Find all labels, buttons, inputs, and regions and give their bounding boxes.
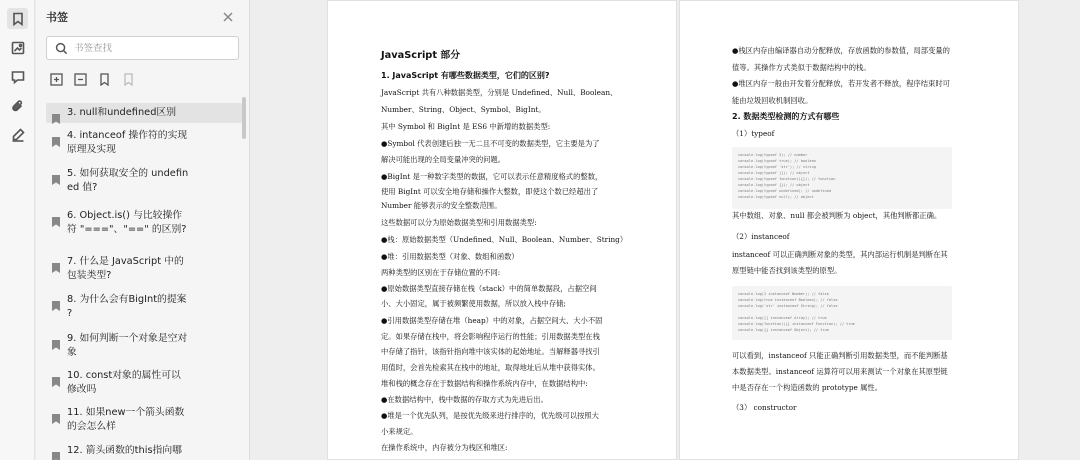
bookmark-icon — [52, 447, 60, 457]
bookmark-label: 10. const对象的属性可以 — [67, 370, 181, 381]
code-line: console.log(typeof {}); // object — [738, 183, 810, 187]
paragraph-line: 可以看到，instanceof 只能正确判断引用数据类型，而不能判断基 — [732, 351, 948, 360]
bookmark-label: 象 — [67, 347, 77, 358]
paragraph-line: ●堆是一个优先队列，是按优先级来进行排序的，优先级可以按照大 — [381, 411, 599, 420]
code-line: console.log([] instanceof Array); // true — [738, 316, 827, 320]
add-bookmark-icon[interactable] — [98, 71, 112, 85]
bookmark-label: 6. Object.is() 与比较操作 — [67, 210, 183, 221]
bookmark-icon — [52, 258, 60, 268]
paragraph-line: ●原始数据类型直接存储在栈（stack）中的简单数据段，占据空间 — [381, 284, 597, 293]
paragraph-line: 本数据类型。instanceof 运算符可以用来测试一个对象在其原型链 — [732, 367, 948, 376]
thumbnail-icon[interactable] — [7, 37, 28, 58]
bookmark-toolbar — [50, 71, 136, 85]
paragraph-line: Number、String、Object、Symbol、BigInt。 — [381, 105, 546, 114]
comment-icon[interactable] — [7, 66, 28, 87]
paragraph-line: JavaScript 共有八种数据类型，分别是 Undefined、Null、Boolean、 — [381, 88, 618, 97]
paragraph-line: ●引用数据类型存储在堆（heap）中的对象，占据空间大、大小不固 — [381, 316, 603, 325]
paragraph-line: ●堆区内存一般由开发着分配释放，若开发者不释放，程序结束时可 — [732, 79, 950, 88]
search-input[interactable] — [74, 43, 234, 54]
bookmark-label: 5. 如何获取安全的 undefin — [67, 168, 189, 179]
code-line: console.log(true instanceof Boolean); // false — [738, 298, 838, 302]
paragraph-line: 解决可能出现的全局变量冲突的问题。 — [381, 155, 506, 164]
paragraph-line: 用值时，会首先检索其在栈中的地址，取得地址后从堆中获得实体。 — [381, 363, 600, 372]
close-icon[interactable] — [222, 8, 236, 22]
paragraph-line: ●栈区内存由编译器自动分配释放，存放函数的参数值，局部变量的 — [732, 46, 950, 55]
bookmark-icon — [52, 296, 60, 306]
bookmark-panel-icon[interactable] — [7, 8, 28, 29]
code-line: console.log(typeof 2); // number — [738, 153, 808, 157]
paragraph-line: 其中数组、对象、null 都会被判断为 object，其他判断都正确。 — [732, 211, 942, 220]
bookmark-icon — [52, 372, 60, 382]
code-block — [732, 147, 952, 209]
paragraph-line: 中存储了指针，该指针指向堆中该实体的起始地址。当解释器寻找引 — [381, 347, 600, 356]
paragraph-line: 堆和栈的概念存在于数据结构和操作系统内存中，在数据结构中: — [381, 379, 588, 388]
document-page-left — [327, 0, 677, 460]
paragraph-line: ●在数据结构中，栈中数据的存取方式为先进后出。 — [381, 395, 548, 404]
bookmark-label: 4. intanceof 操作符的实现 — [67, 130, 188, 141]
bookmark-icon — [52, 170, 60, 180]
paragraph-line: （1）typeof — [732, 129, 775, 138]
bookmark-label: ? — [67, 308, 73, 319]
panel-scrollbar[interactable] — [242, 97, 246, 139]
bookmark-label: 9. 如何判断一个对象是空对 — [67, 333, 188, 344]
bookmark-label: ed 值? — [67, 182, 98, 193]
document-viewport — [251, 0, 1080, 460]
expand-all-icon[interactable] — [50, 71, 64, 85]
bookmark-label: 12. 箭头函数的this指向哪 — [67, 445, 182, 456]
paragraph-line: （2）instanceof — [732, 232, 790, 241]
bookmark-label: 包装类型? — [67, 270, 112, 281]
collapse-all-icon[interactable] — [74, 71, 88, 85]
paragraph-line: （3） constructor — [732, 403, 797, 412]
heading: 2. 数据类型检测的方式有哪些 — [732, 112, 840, 121]
code-line: console.log(function(){} instanceof Function); // true — [738, 322, 855, 326]
remove-bookmark-icon[interactable] — [122, 71, 136, 85]
paragraph-line: 小来规定。 — [381, 427, 418, 436]
bookmark-label: 7. 什么是 JavaScript 中的 — [67, 256, 184, 267]
heading: JavaScript 部分 — [381, 50, 461, 61]
code-line: console.log({} instanceof Object); // true — [738, 328, 829, 332]
paragraph-line: 小、大小固定，属于被频繁使用数据，所以放入栈中存储; — [381, 299, 566, 308]
heading: 1. JavaScript 有哪些数据类型，它们的区别? — [381, 71, 550, 80]
code-line: console.log(typeof true); // boolean — [738, 159, 816, 163]
paragraph-line: 能由垃圾回收机制回收。 — [732, 96, 813, 105]
paragraph-line: 定。如果存储在栈中，将会影响程序运行的性能；引用数据类型在栈 — [381, 332, 600, 341]
bookmark-label: 修改吗 — [67, 384, 97, 395]
code-line: console.log(2 instanceof Number); // false — [738, 292, 829, 296]
code-line: console.log(typeof null); // object — [738, 195, 814, 199]
bookmark-icon — [52, 335, 60, 345]
code-line: console.log(typeof []); // object — [738, 171, 810, 175]
paragraph-line: 中是否存在一个构造函数的 prototype 属性。 — [732, 383, 883, 392]
code-line: console.log('str' instanceof String); // false — [738, 304, 838, 308]
paragraph-line: 值等。其操作方式类似于数据结构中的栈。 — [732, 63, 871, 72]
bookmark-icon — [52, 212, 60, 222]
code-line: console.log(typeof function(){}); // function — [738, 177, 836, 181]
bookmark-label: 的会怎么样 — [67, 421, 116, 432]
code-block — [732, 286, 952, 340]
bookmark-icon — [52, 132, 60, 142]
tool-rail — [0, 0, 35, 460]
bookmark-icon — [52, 409, 60, 419]
paragraph-line: 两种类型的区别在于存储位置的不同: — [381, 268, 501, 277]
paragraph-line: 原型链中能否找到该类型的原型。 — [732, 266, 842, 275]
paragraph-line: 其中 Symbol 和 BigInt 是 ES6 中新增的数据类型: — [381, 122, 551, 131]
bookmark-label: 符 "==="、"==" 的区别? — [67, 224, 187, 235]
bookmark-label: 原理及实现 — [67, 144, 116, 155]
bookmark-label: 3. null和undefined区别 — [67, 107, 177, 118]
paragraph-line: Number 能够表示的安全整数范围。 — [381, 201, 502, 210]
paragraph-line: ●堆：引用数据类型（对象、数组和函数） — [381, 252, 519, 261]
search-icon — [55, 42, 68, 55]
bookmark-label: 8. 为什么会有BigInt的提案 — [67, 294, 187, 305]
paragraph-line: ●栈：原始数据类型（Undefined、Null、Boolean、Number、String） — [381, 235, 628, 244]
bookmark-label: 11. 如果new一个箭头函数 — [67, 407, 185, 418]
code-line: console.log(typeof undefined); // undefined — [738, 189, 832, 193]
bookmark-icon — [52, 109, 60, 119]
signature-icon[interactable] — [7, 124, 28, 145]
bookmark-panel — [36, 0, 250, 460]
paragraph-line: 使用 BigInt 可以安全地存储和操作大整数，即使这个数已经超出了 — [381, 187, 599, 196]
paragraph-line: instanceof 可以正确判断对象的类型，其内部运行机制是判断在其 — [732, 250, 948, 259]
code-line: console.log(typeof 'str'); // string — [738, 165, 816, 169]
paragraph-line: ●BigInt 是一种数字类型的数据，它可以表示任意精度格式的整数， — [381, 172, 603, 181]
bookmark-search[interactable] — [46, 36, 239, 60]
attachment-icon[interactable] — [7, 95, 28, 116]
page-divider — [677, 0, 679, 460]
paragraph-line: ●Symbol 代表创建后独一无二且不可变的数据类型，它主要是为了 — [381, 139, 600, 148]
document-page-right — [679, 0, 1019, 460]
paragraph-line: 这些数据可以分为原始数据类型和引用数据类型: — [381, 218, 537, 227]
panel-title: 书签 — [46, 11, 68, 24]
paragraph-line: 在操作系统中，内存被分为栈区和堆区: — [381, 443, 508, 452]
